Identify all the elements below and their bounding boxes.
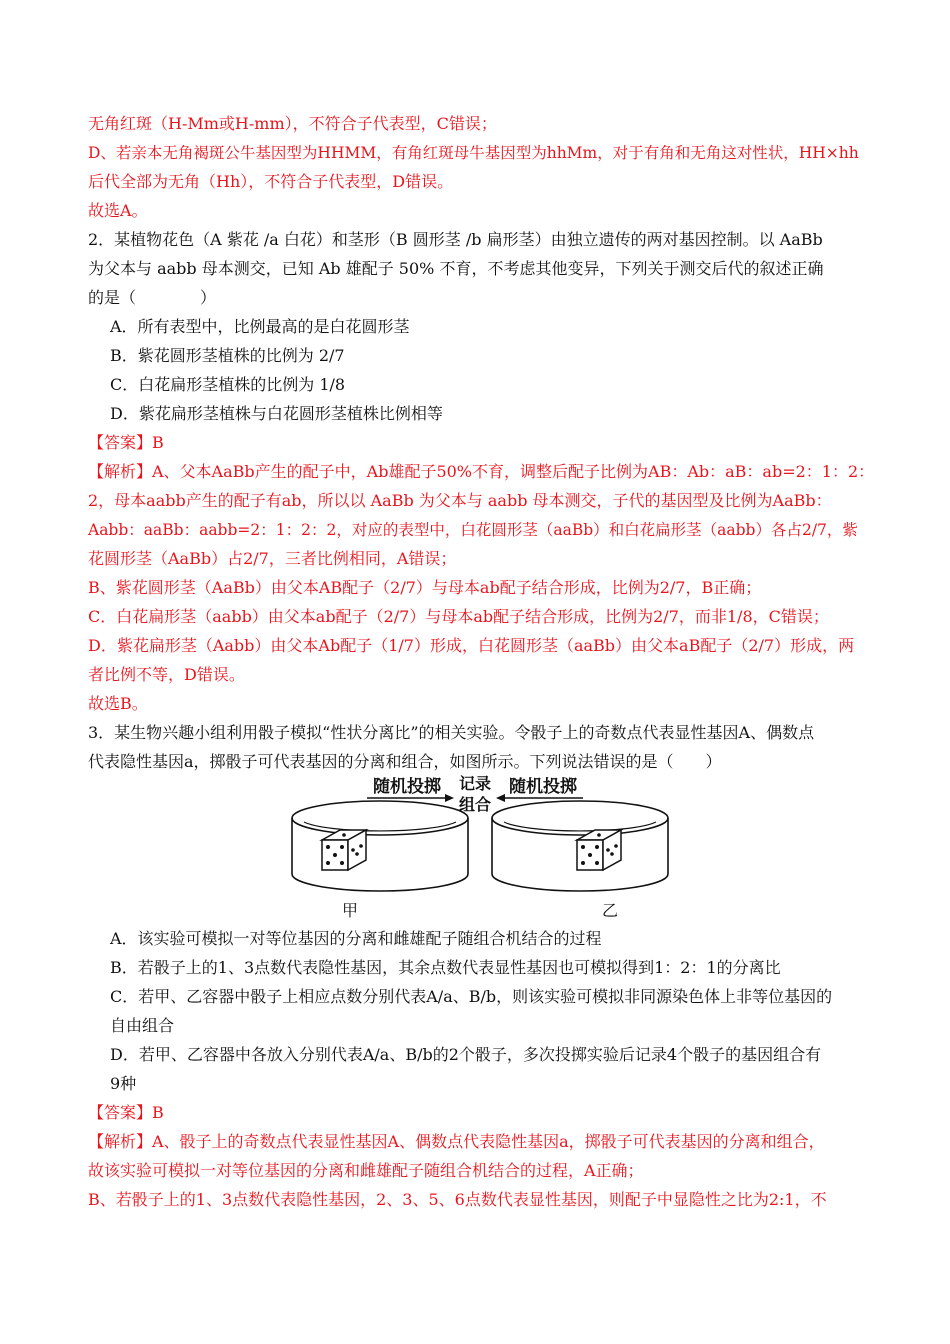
q3-option-c-line-2: 自由组合 — [110, 1016, 175, 1035]
q2-option-a: A．所有表型中，比例最高的是白花圆形茎 — [110, 317, 410, 336]
q2-option-b: B．紫花圆形茎植株的比例为 2/7 — [110, 346, 345, 365]
prev-conclusion: 故选A。 — [88, 201, 148, 220]
q3-option-d-line-2: 9种 — [110, 1074, 137, 1093]
q3-option-c-line-1: C．若甲、乙容器中骰子上相应点数分别代表A/a、B/b，则该实验可模拟非同源染色体上非等位基因的 — [110, 987, 833, 1006]
dice-experiment-figure — [280, 770, 680, 922]
q2-conclusion: 故选B。 — [88, 694, 148, 713]
combine-label: 组合 — [458, 795, 492, 814]
q3-stem-line-1: 3．某生物兴趣小组利用骰子模拟“性状分离比”的相关实验。令骰子上的奇数点代表显性基因A、偶数点 — [88, 723, 815, 742]
q2-explanation-line-8: 者比例不等，D错误。 — [88, 665, 245, 684]
q2-explanation-line-5: B、紫花圆形茎（AaBb）由父本AB配子（2/7）与母本ab配子结合形成，比例为2/7，B正确； — [88, 578, 762, 597]
q3-answer: 【答案】B — [88, 1103, 164, 1122]
prev-explanation-line-1: 无角红斑（H-Mm或H-mm），不符合子代表型，C错误； — [88, 114, 497, 133]
q2-stem-line-1: 2．某植物花色（A 紫花 /a 白花）和茎形（B 圆形茎 /b 扁形茎）由独立遗传的两对基因控制。以 AaBb — [88, 230, 823, 249]
q3-option-b: B．若骰子上的1、3点数代表隐性基因，其余点数代表显性基因也可模拟得到1：2：1的分离比 — [110, 958, 781, 977]
prev-explanation-line-3: 后代全部为无角（Hh），不符合子代表型，D错误。 — [88, 172, 454, 191]
left-toss-label: 随机投掷 — [373, 777, 441, 797]
q3-option-a: A．该实验可模拟一对等位基因的分离和雌雄配子随组合机结合的过程 — [110, 929, 602, 948]
q2-answer: 【答案】B — [88, 433, 164, 452]
container-yi-label: 乙 — [601, 901, 619, 920]
record-label: 记录 — [458, 774, 492, 793]
container-jia-label: 甲 — [341, 901, 359, 920]
right-toss-label: 随机投掷 — [509, 777, 577, 797]
q3-explanation-line-2: 故该实验可模拟一对等位基因的分离和雌雄配子随组合机结合的过程，A正确； — [88, 1161, 644, 1180]
prev-explanation-line-2: D、若亲本无角褐斑公牛基因型为HHMM，有角红斑母牛基因型为hhMm，对于有角和无角这对性状，HH×hh — [88, 144, 859, 162]
q2-stem-line-2: 为父本与 aabb 母本测交，已知 Ab 雄配子 50% 不育，不考虑其他变异，下列关于测交后代的叙述正确 — [88, 259, 824, 278]
q3-option-d-line-1: D．若甲、乙容器中各放入分别代表A/a、B/b的2个骰子，多次投掷实验后记录4个骰子的基因组合有 — [110, 1045, 822, 1064]
q2-explanation-line-4: 花圆形茎（AaBb）占2/7，三者比例相同，A错误； — [88, 549, 457, 568]
q2-option-d: D．紫花扁形茎植株与白花圆形茎植株比例相等 — [110, 404, 443, 423]
q2-explanation-line-1: 【解析】A、父本AaBb产生的配子中，Ab雄配子50%不育，调整后配子比例为AB：Ab：aB：ab=2：1：2： — [88, 462, 875, 481]
q2-explanation-line-3: Aabb：aaBb：aabb=2：1：2：2，对应的表型中，白花圆形茎（aaBb）和白花扁形茎（aabb）各占2/7，紫 — [88, 521, 858, 539]
die-icon — [322, 830, 366, 870]
q2-explanation-line-2: 2，母本aabb产生的配子有ab，所以以 AaBb 为父本与 aabb 母本测交，子代的基因型及比例为AaBb： — [88, 491, 832, 510]
q2-explanation-line-6: C．白花扁形茎（aabb）由父本ab配子（2/7）与母本ab配子结合形成，比例为2/7，而非1/8，C错误； — [88, 607, 829, 626]
q2-stem-line-3: 的是（ ） — [88, 288, 217, 307]
q2-explanation-line-7: D．紫花扁形茎（Aabb）由父本Ab配子（1/7）形成，白花圆形茎（aaBb）由父本aB配子（2/7）形成，两 — [88, 636, 855, 655]
q3-explanation-line-3: B、若骰子上的1、3点数代表隐性基因，2、3、5、6点数代表显性基因，则配子中显隐性之比为2:1，不 — [88, 1190, 827, 1209]
q2-option-c: C．白花扁形茎植株的比例为 1/8 — [110, 375, 346, 394]
container-jia — [292, 801, 468, 891]
q3-explanation-line-1: 【解析】A、骰子上的奇数点代表显性基因A、偶数点代表隐性基因a，掷骰子可代表基因的分离和组合， — [88, 1132, 825, 1151]
q3-stem-line-2: 代表隐性基因a，掷骰子可代表基因的分离和组合，如图所示。下列说法错误的是（ ） — [88, 752, 722, 771]
die-icon — [577, 830, 621, 870]
